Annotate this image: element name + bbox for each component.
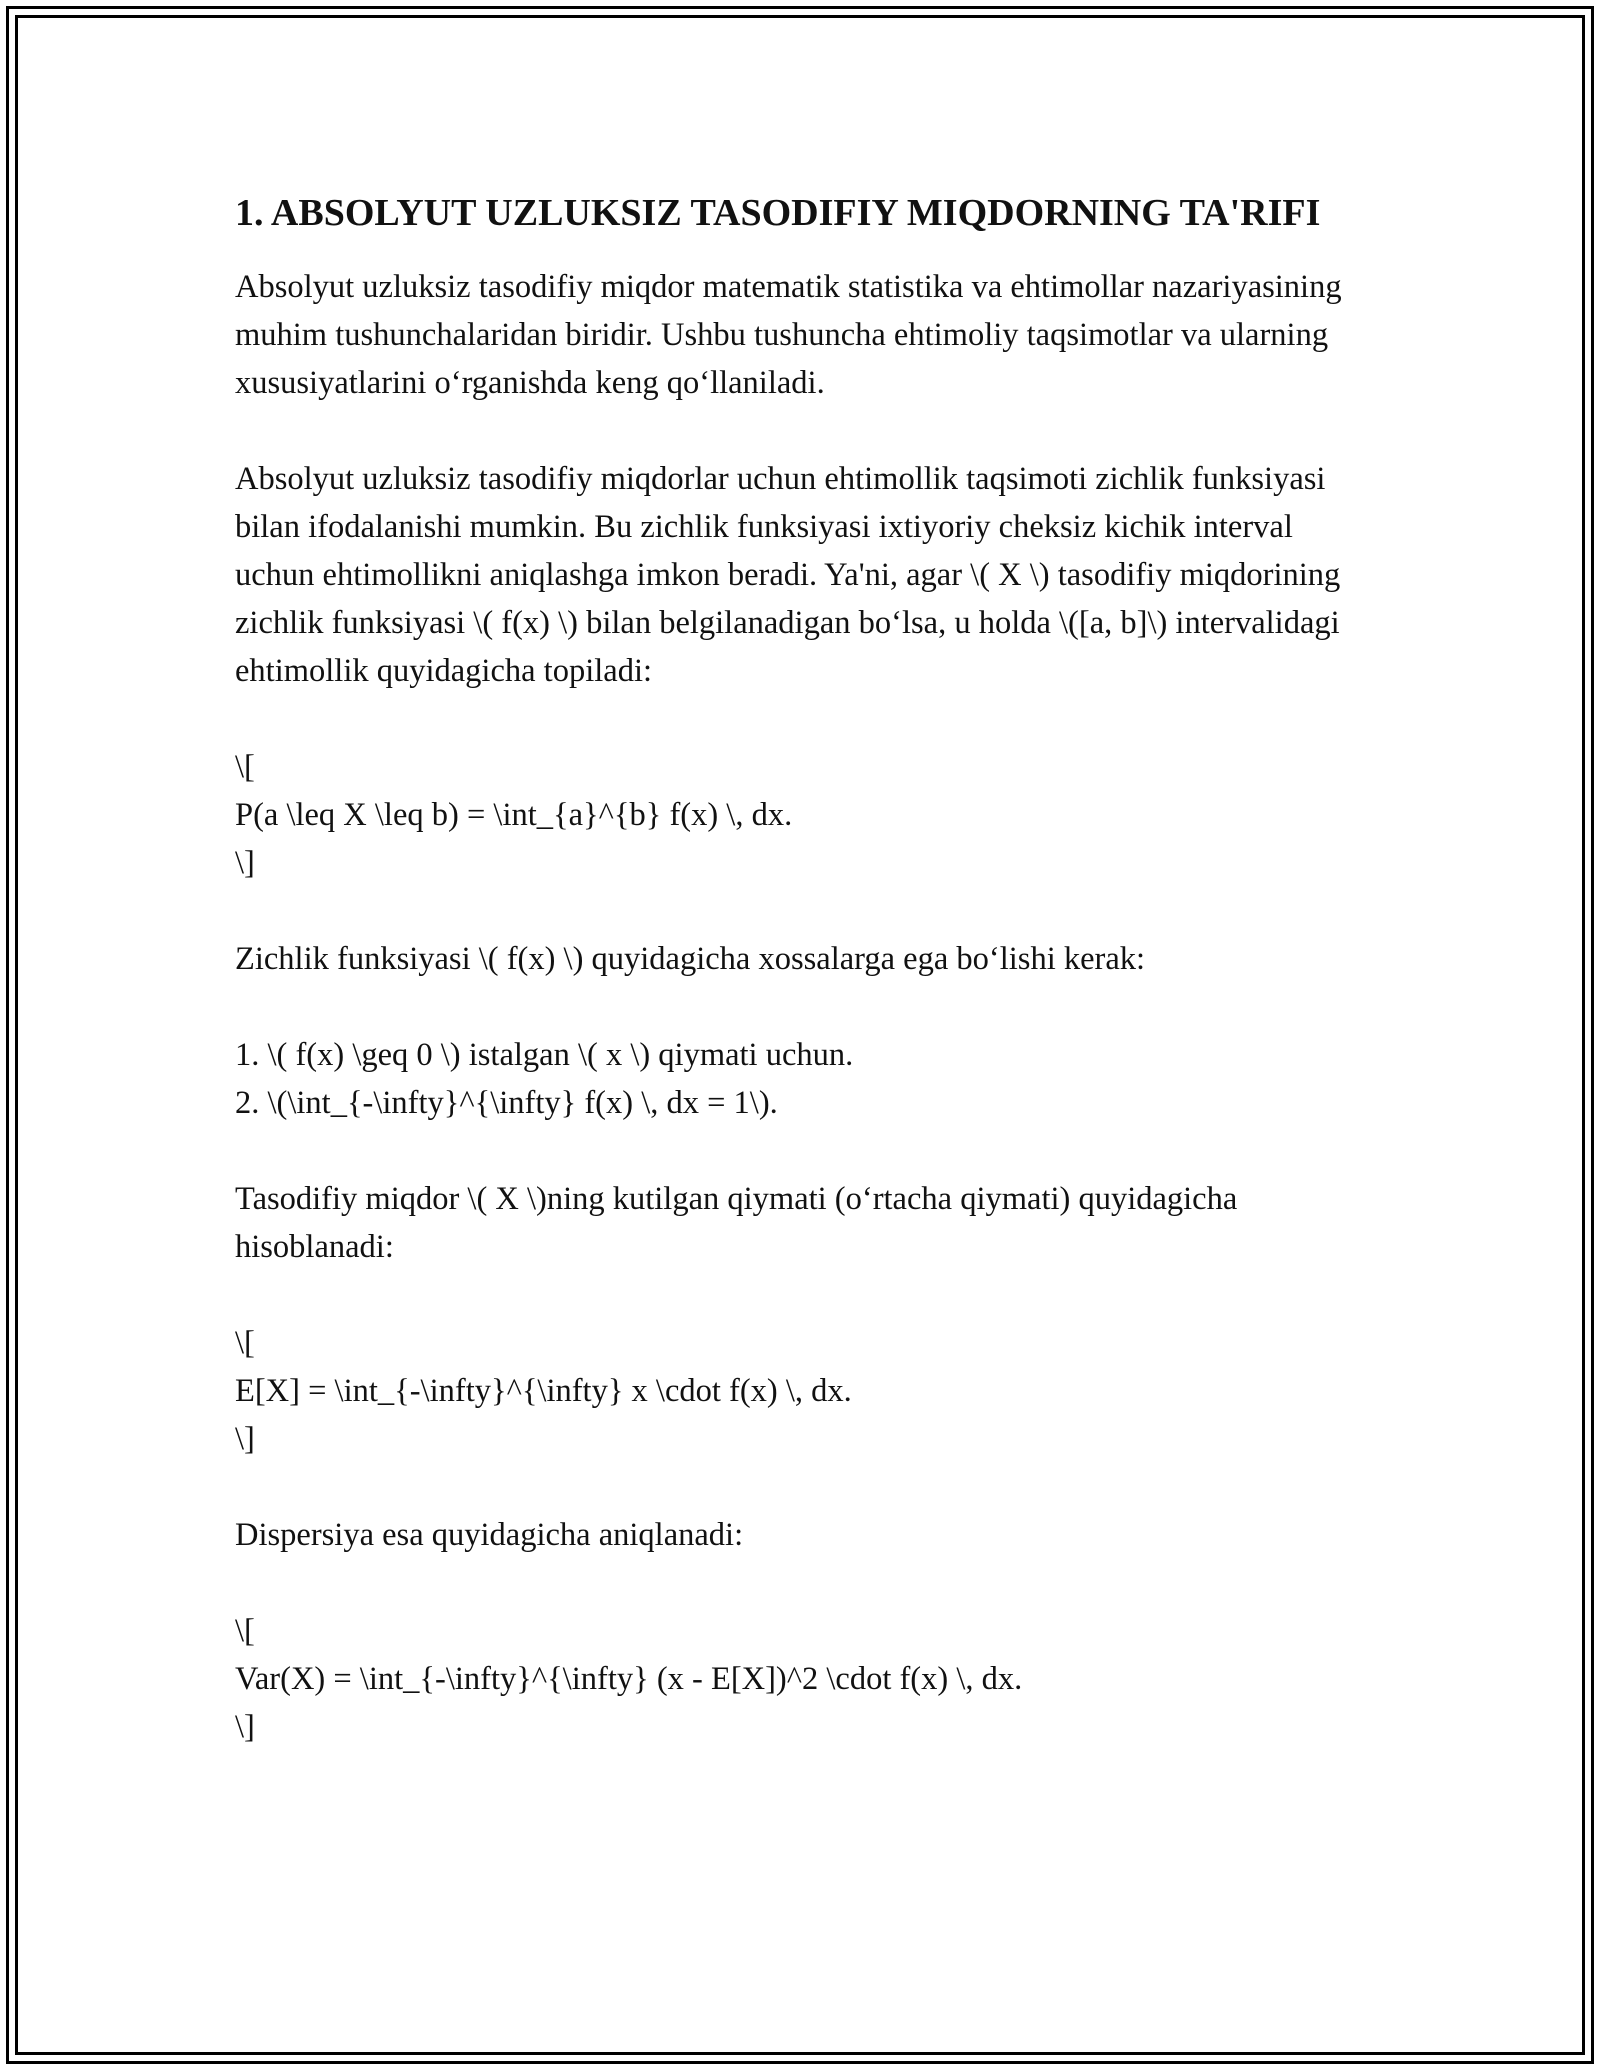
- paragraph-expectation: Tasodifiy miqdor \( X \)ning kutilgan qiymati (o‘rtacha qiymati) quyidagicha hisoblanadi:: [235, 1181, 1238, 1265]
- spacer: [235, 407, 1375, 455]
- spacer: [235, 983, 1375, 1031]
- paragraph-variance: Dispersiya esa quyidagicha aniqlanadi:: [235, 1517, 744, 1553]
- paragraph-properties: Zichlik funksiyasi \( f(x) \) quyidagicha xossalarga ega bo‘lishi kerak:: [235, 941, 1146, 977]
- formula-variance: [235, 1607, 1375, 1751]
- formula-body: P(a \leq X \leq b) = \int_{a}^{b} f(x) \, dx.: [235, 797, 793, 833]
- spacer: [235, 1271, 1375, 1319]
- formula-open: \[: [235, 1325, 255, 1361]
- document-body: [235, 186, 1375, 1751]
- spacer: [235, 1559, 1375, 1607]
- list-item: 1. \( f(x) \geq 0 \) istalgan \( x \) qiymati uchun.: [235, 1037, 854, 1073]
- formula-close: \]: [235, 845, 255, 881]
- formula-probability: [235, 743, 1375, 887]
- formula-open: \[: [235, 749, 255, 785]
- paragraph-intro: Absolyut uzluksiz tasodifiy miqdor matematik statistika va ehtimollar nazariyasining muhim tushunchalaridan biridir. Ushbu tushuncha ehtimoliy taqsimotlar va ularning xususiyatlarini o‘rganishda keng qo‘llaniladi.: [235, 269, 1342, 401]
- formula-expectation: [235, 1319, 1375, 1463]
- spacer: [235, 1463, 1375, 1511]
- spacer: [235, 695, 1375, 743]
- spacer: [235, 1127, 1375, 1175]
- paragraph-density: Absolyut uzluksiz tasodifiy miqdorlar uchun ehtimollik taqsimoti zichlik funksiyasi bilan ifodalanishi mumkin. Bu zichlik funksiyasi ixtiyoriy cheksiz kichik interval uchun ehtimollikni aniqlashga imkon beradi. Ya'ni, agar \( X \) tasodifiy miqdorining zichlik funksiyasi \( f(x) \) bilan belgilanadigan bo‘lsa, u holda \([a, b]\) intervalidagi ehtimollik quyidagicha topiladi:: [235, 461, 1341, 689]
- list-item: 2. \(\int_{-\infty}^{\infty} f(x) \, dx = 1\).: [235, 1085, 778, 1121]
- formula-close: \]: [235, 1709, 255, 1745]
- property-list: [235, 1031, 1375, 1127]
- section-heading: 1. ABSOLYUT UZLUKSIZ TASODIFIY MIQDORNING TA'RIFI: [235, 192, 1321, 234]
- formula-open: \[: [235, 1613, 255, 1649]
- formula-body: Var(X) = \int_{-\infty}^{\infty} (x - E[X])^2 \cdot f(x) \, dx.: [235, 1661, 1023, 1697]
- formula-body: E[X] = \int_{-\infty}^{\infty} x \cdot f(x) \, dx.: [235, 1373, 852, 1409]
- formula-close: \]: [235, 1421, 255, 1457]
- spacer: [235, 887, 1375, 935]
